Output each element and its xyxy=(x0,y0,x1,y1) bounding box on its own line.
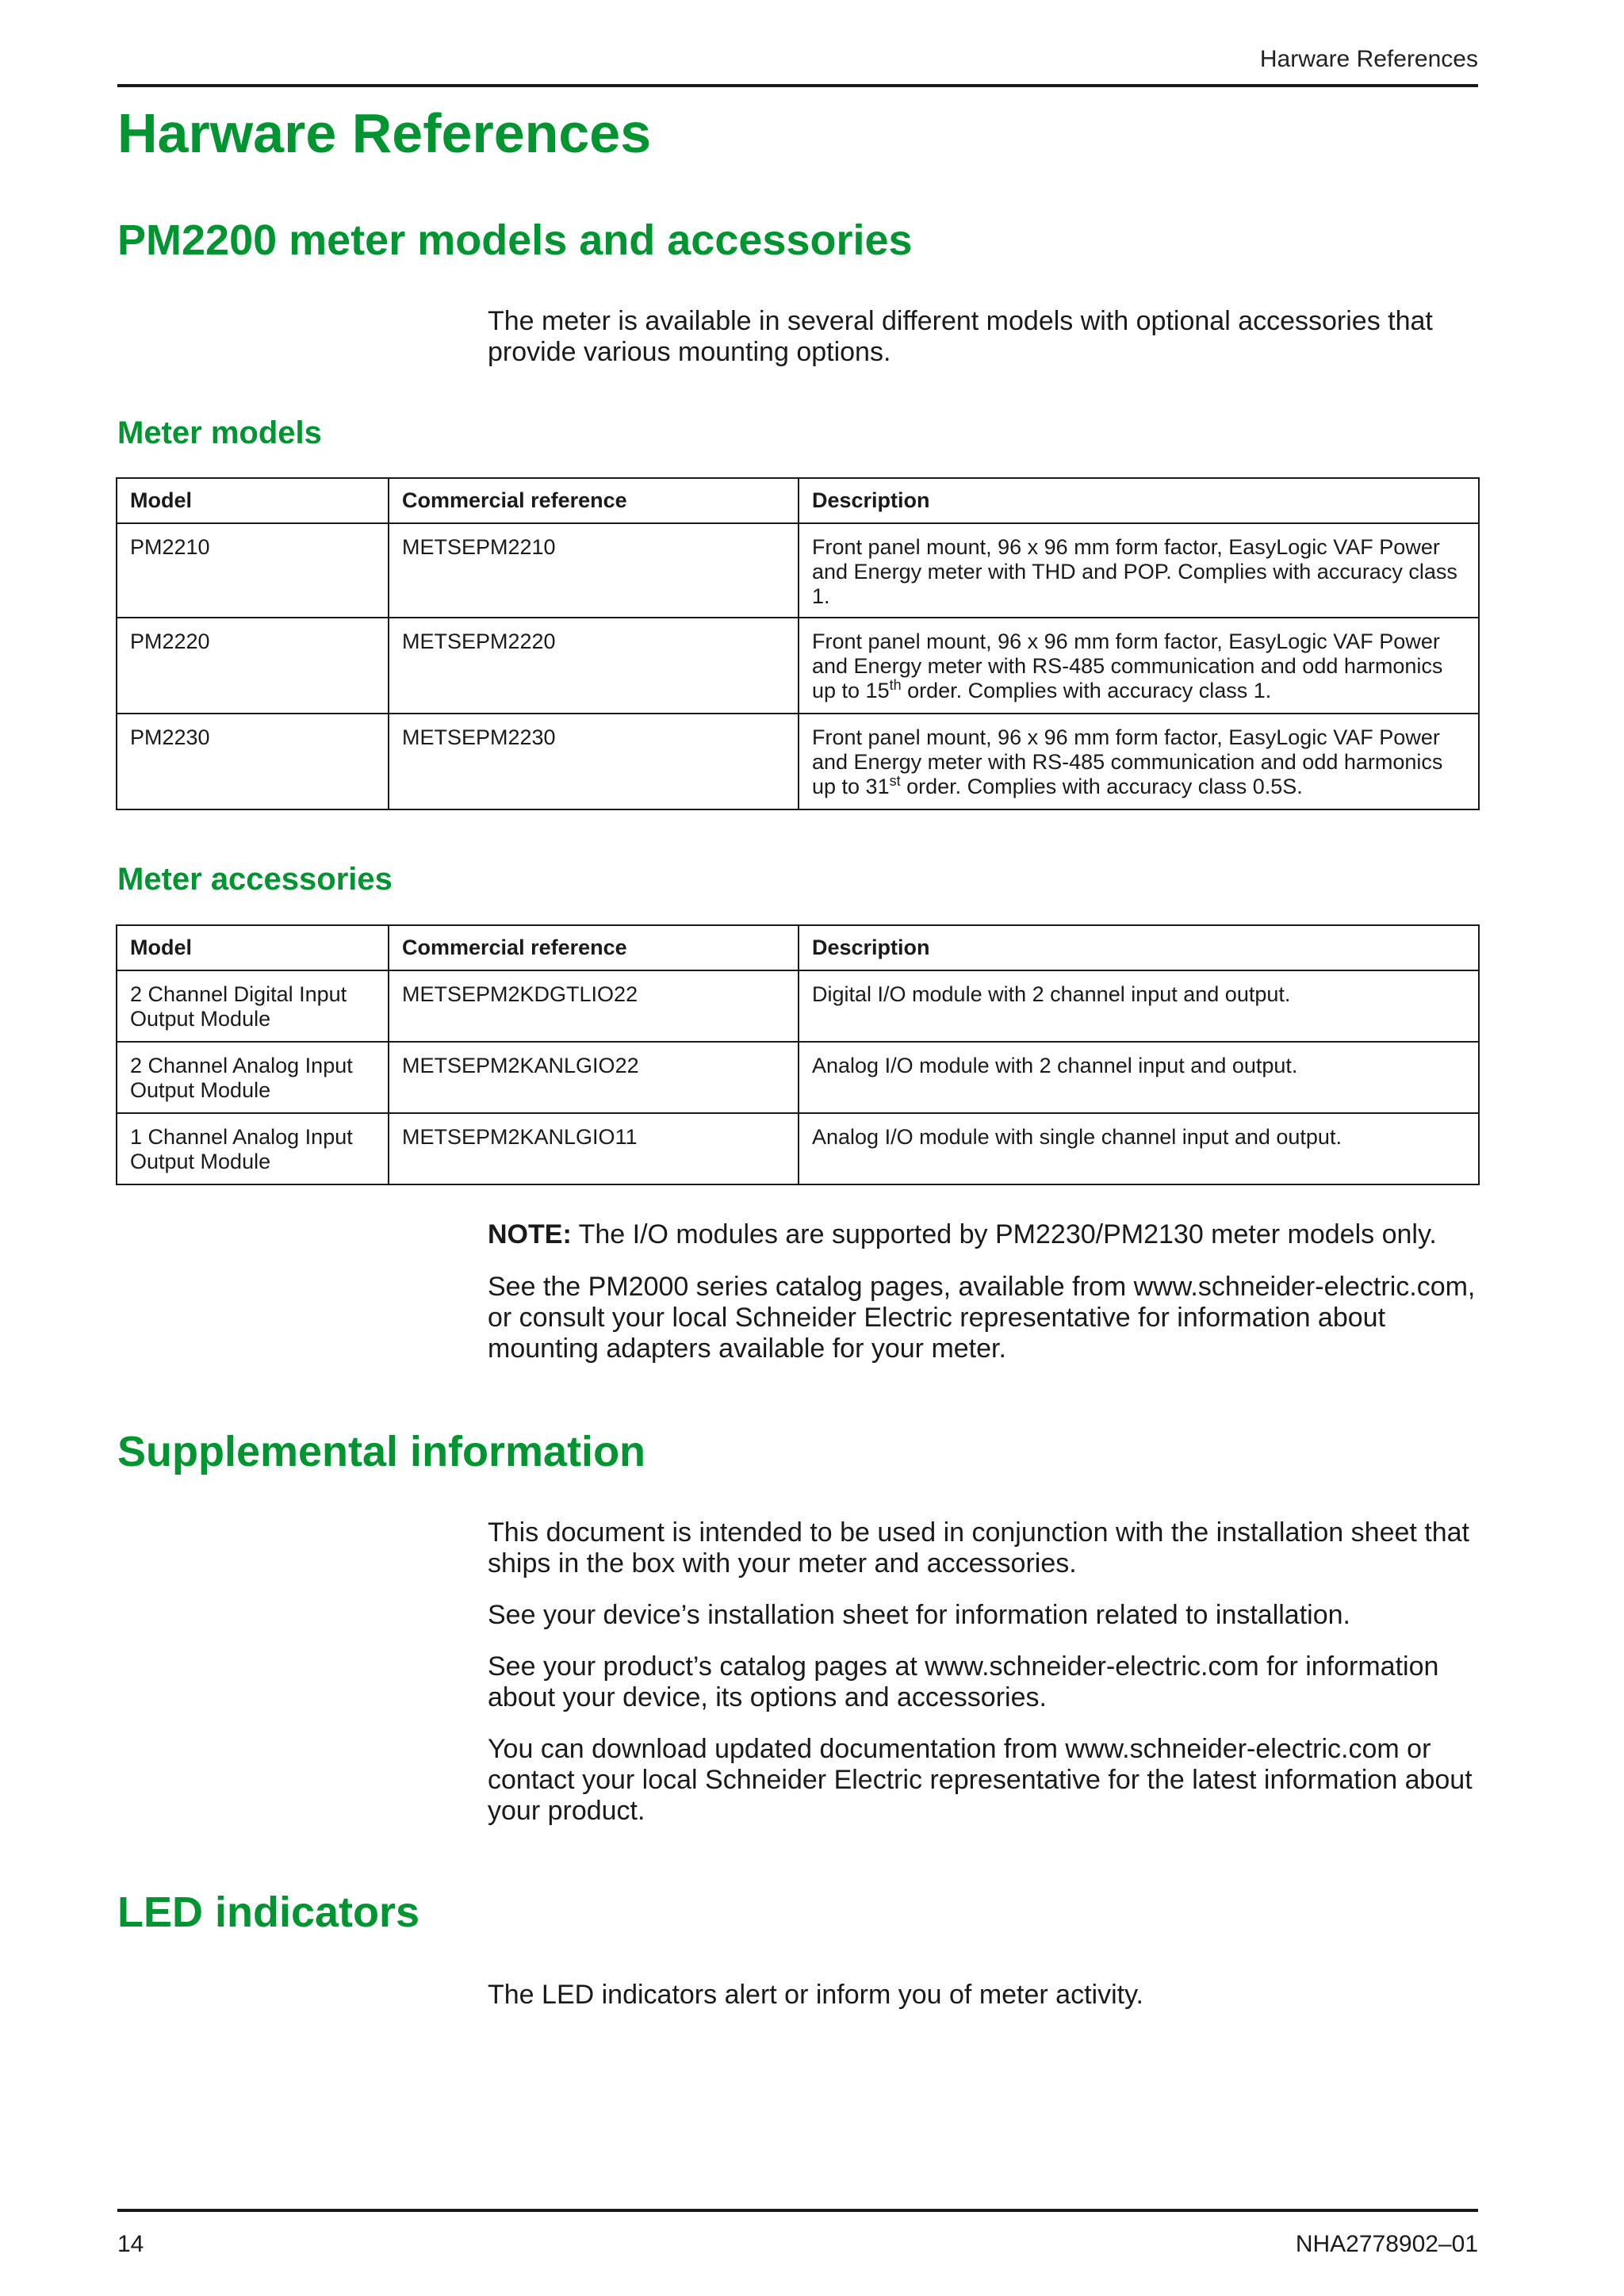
column-header-reference: Commercial reference xyxy=(389,925,799,970)
table-row xyxy=(117,1113,1479,1184)
description-text: Front panel mount, 96 x 96 mm form factor, EasyLogic VAF Power and Energy meter with RS-485 communication and odd harmonics up to 31 xyxy=(812,725,1443,798)
section-heading-supplemental: Supplemental information xyxy=(117,1428,646,1475)
cell-reference: METSEPM2KANLGIO22 xyxy=(389,1042,799,1113)
description-text: Front panel mount, 96 x 96 mm form factor, EasyLogic VAF Power and Energy meter with RS-485 communication and odd harmonics up to 15 xyxy=(812,629,1443,702)
cell-reference: METSEPM2KDGTLIO22 xyxy=(389,970,799,1042)
column-header-description: Description xyxy=(799,478,1479,523)
cell-model: PM2210 xyxy=(117,523,389,618)
table-row xyxy=(117,714,1479,809)
note-label: NOTE: xyxy=(488,1219,572,1249)
column-header-reference: Commercial reference xyxy=(389,478,799,523)
cell-model: 2 Channel Digital Input Output Module xyxy=(117,970,389,1042)
cell-description: Analog I/O module with 2 channel input and output. xyxy=(799,1042,1479,1113)
column-header-model: Model xyxy=(117,478,389,523)
table-header-row xyxy=(117,925,1479,970)
cell-reference: METSEPM2230 xyxy=(389,714,799,809)
models-accessories-intro: The meter is available in several different models with optional accessories that provide various mounting options. xyxy=(488,306,1433,367)
meter-accessories-table xyxy=(116,924,1480,1185)
running-header: Harware References xyxy=(1259,46,1478,72)
document-id: NHA2778902–01 xyxy=(1295,2231,1478,2257)
page-title: Harware References xyxy=(117,102,652,164)
cell-reference: METSEPM2KANLGIO11 xyxy=(389,1113,799,1184)
io-modules-note xyxy=(488,1219,1479,1250)
meter-models-table xyxy=(116,477,1480,810)
table-row xyxy=(117,970,1479,1042)
cell-description: Front panel mount, 96 x 96 mm form factor, EasyLogic VAF Power and Energy meter with THD and POP. Complies with accuracy class 1. xyxy=(799,523,1479,618)
note-text: The I/O modules are supported by PM2230/PM2130 meter models only. xyxy=(571,1219,1437,1249)
cell-description: Analog I/O module with single channel input and output. xyxy=(799,1113,1479,1184)
cell-description xyxy=(799,618,1479,714)
column-header-model: Model xyxy=(117,925,389,970)
ordinal-suffix: th xyxy=(889,677,902,693)
subsection-heading-meter-accessories: Meter accessories xyxy=(117,862,393,897)
cell-reference: METSEPM2220 xyxy=(389,618,799,714)
subsection-heading-meter-models: Meter models xyxy=(117,415,322,450)
ordinal-suffix: st xyxy=(889,773,901,789)
cell-description xyxy=(799,714,1479,809)
table-row xyxy=(117,1042,1479,1113)
table-header-row xyxy=(117,478,1479,523)
supplemental-paragraph: See your product’s catalog pages at www.schneider-electric.com for information about your device, its options and accessories. xyxy=(488,1651,1439,1712)
cell-model: 2 Channel Analog Input Output Module xyxy=(117,1042,389,1113)
cell-reference: METSEPM2210 xyxy=(389,523,799,618)
description-text: order. Complies with accuracy class 1. xyxy=(901,679,1272,702)
description-text: order. Complies with accuracy class 0.5S. xyxy=(900,775,1303,798)
header-divider xyxy=(117,84,1478,87)
cell-model: PM2220 xyxy=(117,618,389,714)
table-row xyxy=(117,523,1479,618)
cell-model: PM2230 xyxy=(117,714,389,809)
footer-divider xyxy=(117,2209,1478,2212)
section-heading-models-accessories: PM2200 meter models and accessories xyxy=(117,216,913,264)
supplemental-paragraph: See your device’s installation sheet for information related to installation. xyxy=(488,1600,1350,1630)
supplemental-paragraph: This document is intended to be used in conjunction with the installation sheet that ships in the box with your meter and accessories. xyxy=(488,1517,1469,1578)
column-header-description: Description xyxy=(799,925,1479,970)
cell-description: Digital I/O module with 2 channel input and output. xyxy=(799,970,1479,1042)
section-heading-led: LED indicators xyxy=(117,1888,420,1936)
table-row xyxy=(117,618,1479,714)
page-number: 14 xyxy=(117,2231,144,2257)
catalog-pages-paragraph: See the PM2000 series catalog pages, available from www.schneider-electric.com, or consult your local Schneider Electric representative for information about mounting adapters available for your meter. xyxy=(488,1272,1476,1364)
led-intro: The LED indicators alert or inform you of meter activity. xyxy=(488,1980,1144,2010)
cell-model: 1 Channel Analog Input Output Module xyxy=(117,1113,389,1184)
supplemental-paragraph: You can download updated documentation from www.schneider-electric.com or contact your local Schneider Electric representative for the latest information about your product. xyxy=(488,1734,1473,1826)
